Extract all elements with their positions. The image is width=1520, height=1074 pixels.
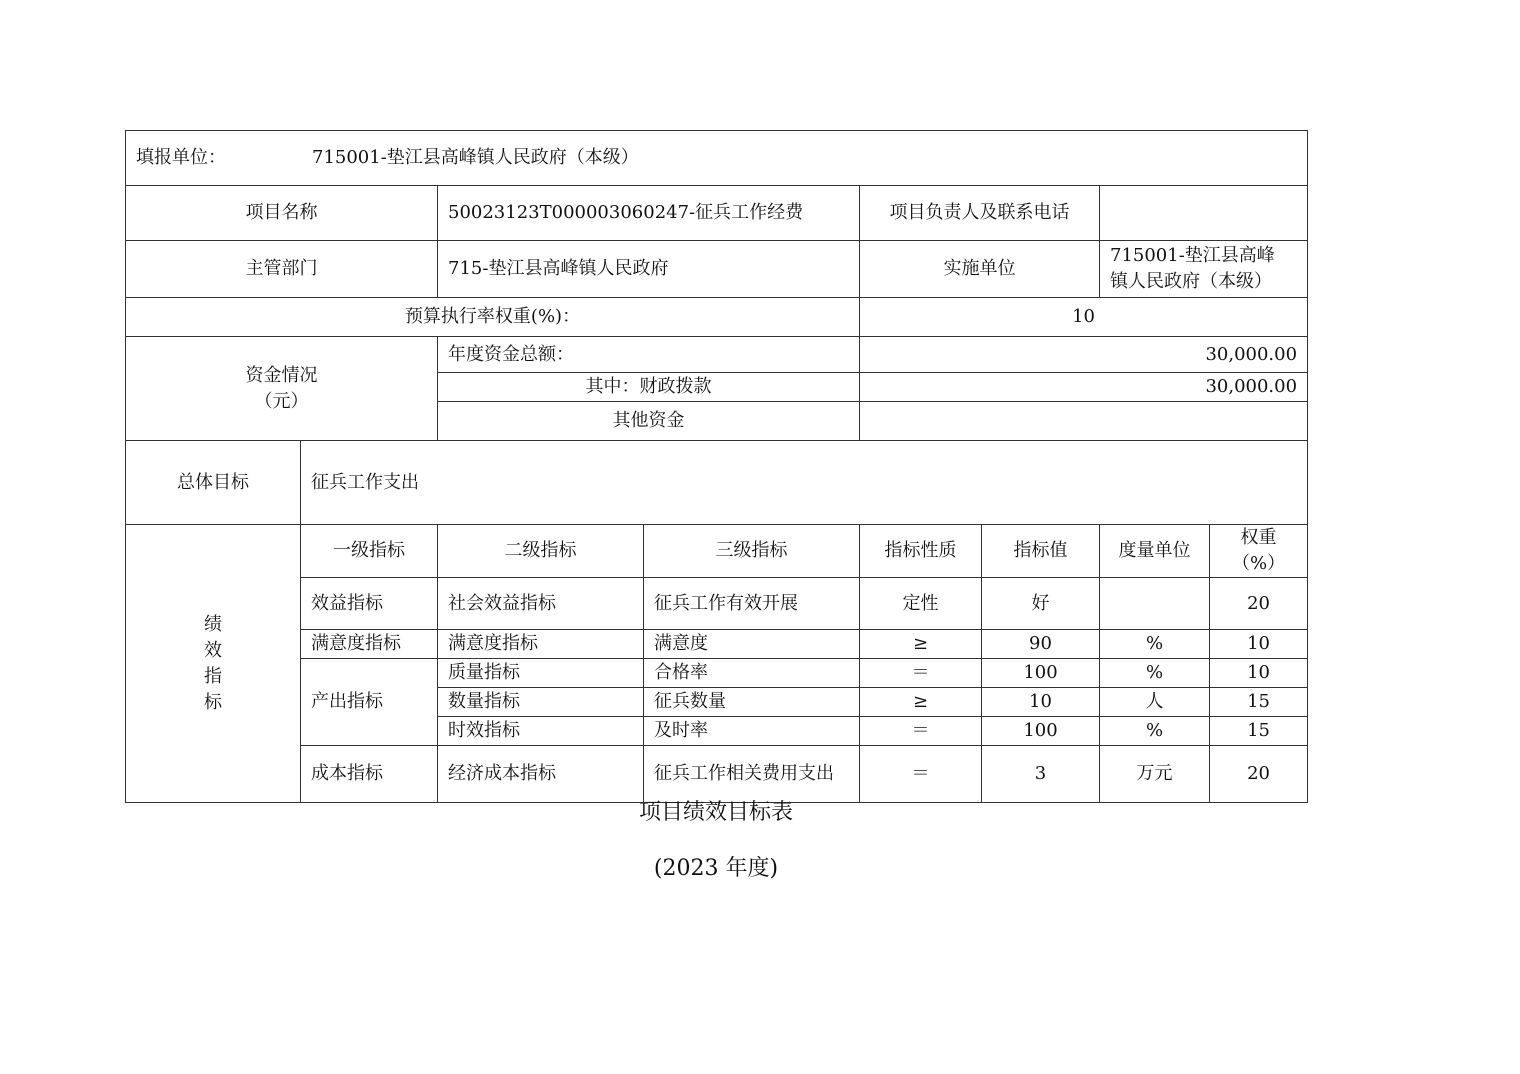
indicator-unit: % — [1100, 717, 1210, 746]
indicator-section-char-1: 绩 — [204, 613, 222, 635]
indicator-level3: 征兵数量 — [644, 688, 860, 717]
indicator-level2: 社会效益指标 — [438, 578, 644, 630]
indicator-level1: 产出指标 — [301, 659, 438, 746]
header-value: 指标值 — [982, 525, 1100, 578]
indicator-unit: 人 — [1100, 688, 1210, 717]
indicator-section-char-4: 标 — [204, 691, 222, 713]
performance-target-table — [125, 130, 1308, 803]
implementing-unit-value — [1100, 241, 1308, 298]
funds-total-label: 年度资金总额： — [438, 337, 860, 373]
indicator-nature: ＝ — [860, 717, 982, 746]
implementing-unit-label: 实施单位 — [860, 241, 1100, 298]
indicator-level1: 成本指标 — [301, 746, 438, 803]
indicator-level3: 征兵工作有效开展 — [644, 578, 860, 630]
indicator-nature: 定性 — [860, 578, 982, 630]
indicator-level3: 征兵工作相关费用支出 — [644, 746, 860, 803]
indicator-weight: 20 — [1210, 746, 1308, 803]
header-nature: 指标性质 — [860, 525, 982, 578]
table-year: (2023 年度) — [653, 856, 779, 881]
overall-goal-label: 总体目标 — [126, 441, 301, 525]
indicator-row — [126, 746, 1308, 803]
funds-total-value: 30,000.00 — [860, 337, 1308, 373]
indicator-row — [126, 578, 1308, 630]
indicator-nature: ＝ — [860, 659, 982, 688]
reporting-unit-row — [126, 131, 1308, 186]
indicator-value: 90 — [982, 630, 1100, 659]
reporting-unit-label: 填报单位： — [136, 147, 226, 168]
funds-label — [126, 337, 438, 441]
indicator-value: 10 — [982, 688, 1100, 717]
indicator-row — [126, 630, 1308, 659]
table-title: 项目绩效目标表 — [638, 800, 793, 825]
department-value: 715-垫江县高峰镇人民政府 — [438, 241, 860, 298]
implementing-unit-line2: 镇人民政府（本级） — [1110, 271, 1272, 292]
indicator-value: 100 — [982, 717, 1100, 746]
funds-label-line2: （元） — [254, 390, 309, 412]
project-name-row — [126, 186, 1308, 241]
project-name-label: 项目名称 — [126, 186, 438, 241]
reporting-unit-value: 715001-垫江县高峰镇人民政府（本级） — [312, 147, 639, 168]
indicator-level2: 质量指标 — [438, 659, 644, 688]
indicator-level3: 及时率 — [644, 717, 860, 746]
indicator-weight: 10 — [1210, 659, 1308, 688]
budget-weight-row — [126, 298, 1308, 337]
funds-fiscal-label: 其中：财政拨款 — [438, 373, 860, 402]
project-contact-value — [1100, 186, 1308, 241]
funds-other-label: 其他资金 — [438, 402, 860, 441]
indicator-nature: ＝ — [860, 746, 982, 803]
indicator-level2: 数量指标 — [438, 688, 644, 717]
implementing-unit-line1: 715001-垫江县高峰 — [1110, 245, 1275, 266]
indicator-section-label — [126, 525, 301, 803]
indicator-row — [126, 659, 1308, 688]
indicator-level1: 效益指标 — [301, 578, 438, 630]
indicator-section-char-3: 指 — [204, 665, 222, 687]
indicator-header-row — [126, 525, 1308, 578]
funds-fiscal-value: 30,000.00 — [860, 373, 1308, 402]
department-label: 主管部门 — [126, 241, 438, 298]
budget-weight-value: 10 — [860, 298, 1308, 337]
indicator-weight: 10 — [1210, 630, 1308, 659]
header-level1: 一级指标 — [301, 525, 438, 578]
indicator-weight: 20 — [1210, 578, 1308, 630]
indicator-level2: 满意度指标 — [438, 630, 644, 659]
reporting-unit-cell — [126, 131, 1308, 186]
indicator-value: 3 — [982, 746, 1100, 803]
indicator-unit — [1100, 578, 1210, 630]
funds-total-row — [126, 337, 1308, 373]
indicator-level1: 满意度指标 — [301, 630, 438, 659]
project-name-value: 50023123T000003060247-征兵工作经费 — [438, 186, 860, 241]
indicator-value: 100 — [982, 659, 1100, 688]
header-level2: 二级指标 — [438, 525, 644, 578]
header-unit: 度量单位 — [1100, 525, 1210, 578]
overall-goal-value: 征兵工作支出 — [301, 441, 1308, 525]
header-level3: 三级指标 — [644, 525, 860, 578]
indicator-weight: 15 — [1210, 688, 1308, 717]
header-weight: 权重（%） — [1210, 525, 1308, 578]
department-row — [126, 241, 1308, 298]
indicator-section-char-2: 效 — [204, 639, 222, 661]
indicator-unit: % — [1100, 659, 1210, 688]
indicator-level3: 满意度 — [644, 630, 860, 659]
indicator-nature: ≥ — [860, 630, 982, 659]
project-contact-label: 项目负责人及联系电话 — [860, 186, 1100, 241]
indicator-level2: 时效指标 — [438, 717, 644, 746]
indicator-level2: 经济成本指标 — [438, 746, 644, 803]
funds-other-value — [860, 402, 1308, 441]
indicator-unit: 万元 — [1100, 746, 1210, 803]
indicator-value: 好 — [982, 578, 1100, 630]
indicator-level3: 合格率 — [644, 659, 860, 688]
indicator-weight: 15 — [1210, 717, 1308, 746]
budget-weight-label: 预算执行率权重(%)： — [126, 298, 860, 337]
indicator-nature: ≥ — [860, 688, 982, 717]
overall-goal-row — [126, 441, 1308, 525]
indicator-unit: % — [1100, 630, 1210, 659]
funds-label-line1: 资金情况 — [245, 364, 318, 386]
